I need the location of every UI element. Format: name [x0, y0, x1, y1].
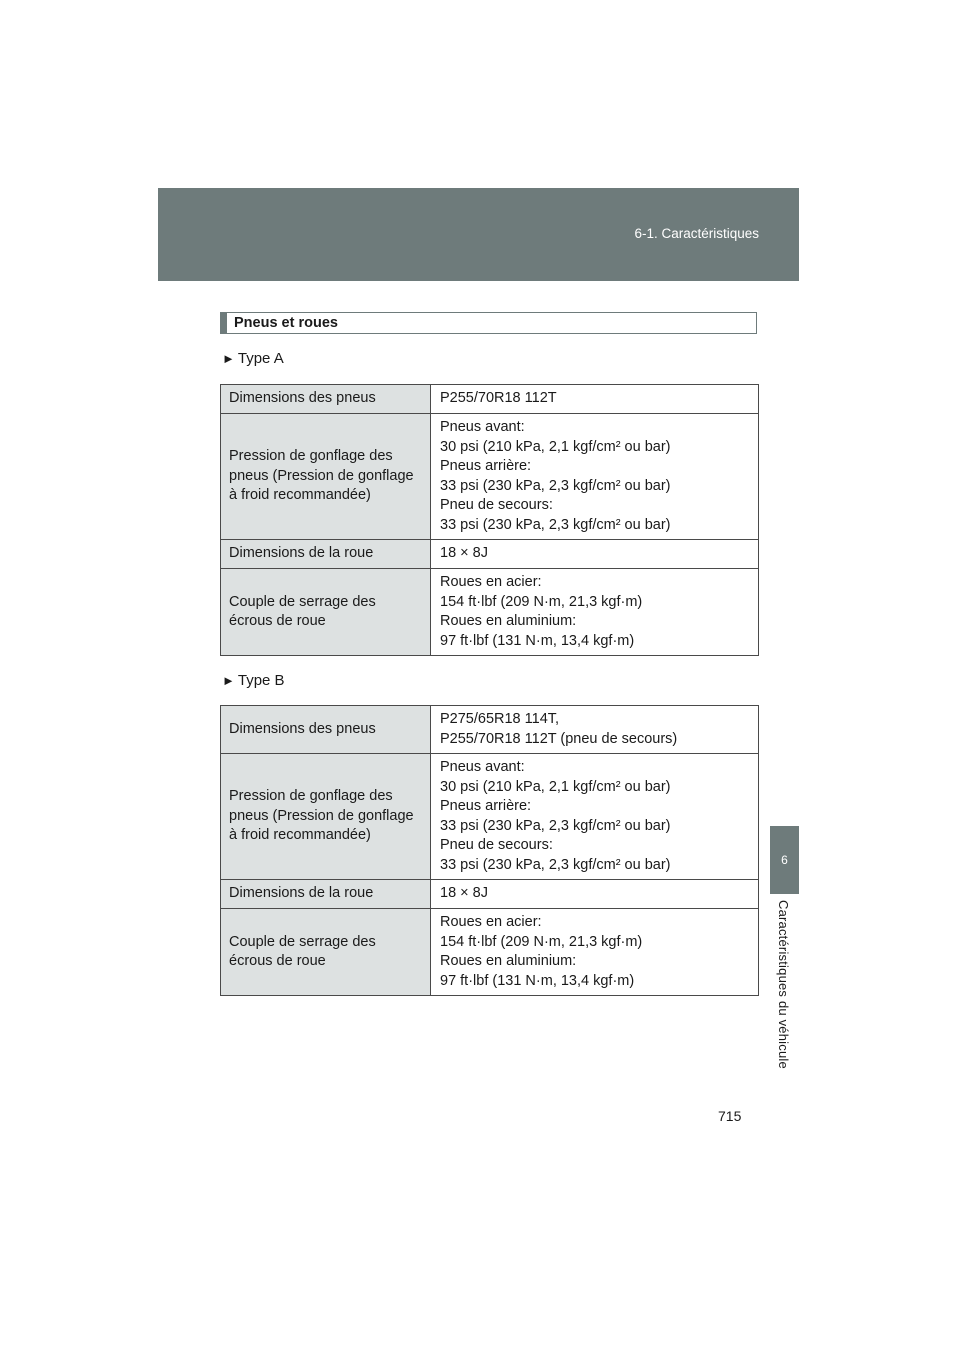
section-heading [220, 312, 757, 334]
table-row [221, 414, 759, 540]
type-b-spec-table [220, 705, 759, 996]
chapter-tab-number: 6 [781, 853, 788, 867]
spec-label: Dimensions des pneus [221, 385, 431, 414]
spec-value: Roues en acier: 154 ft·lbf (209 N·m, 21,3 kgf·m) Roues en aluminium: 97 ft·lbf (131 N·m, 13,4 kgf·m) [431, 909, 759, 996]
spec-label: Couple de serrage des écrous de roue [221, 569, 431, 656]
triangle-bullet-icon: ► [222, 351, 235, 366]
spec-value: Pneus avant: 30 psi (210 kPa, 2,1 kgf/cm² ou bar) Pneus arrière: 33 psi (230 kPa, 2,3 kgf/cm² ou bar) Pneu de secours: 33 psi (230 kPa, 2,3 kgf/cm² ou bar) [431, 414, 759, 540]
table-row [221, 385, 759, 414]
table-row [221, 909, 759, 996]
spec-label: Couple de serrage des écrous de roue [221, 909, 431, 996]
type-a-spec-table [220, 384, 759, 656]
chapter-title: 6-1. Caractéristiques [634, 226, 759, 241]
section-title: Pneus et roues [234, 315, 338, 331]
chapter-side-label: Caractéristiques du véhicule [776, 900, 791, 1069]
spec-label: Pression de gonflage des pneus (Pression de gonflage à froid recommandée) [221, 414, 431, 540]
spec-value: Roues en acier: 154 ft·lbf (209 N·m, 21,3 kgf·m) Roues en aluminium: 97 ft·lbf (131 N·m, 13,4 kgf·m) [431, 569, 759, 656]
spec-label: Dimensions de la roue [221, 880, 431, 909]
triangle-bullet-icon: ► [222, 673, 235, 688]
table-row [221, 569, 759, 656]
spec-label: Dimensions des pneus [221, 706, 431, 754]
spec-value: P255/70R18 112T [431, 385, 759, 414]
table-row [221, 754, 759, 880]
spec-value: P275/65R18 114T, P255/70R18 112T (pneu de secours) [431, 706, 759, 754]
chapter-header [158, 188, 799, 281]
type-b-label: ► Type B [222, 672, 285, 689]
spec-value: 18 × 8J [431, 540, 759, 569]
type-a-label: ► Type A [222, 350, 284, 367]
spec-label: Pression de gonflage des pneus (Pression de gonflage à froid recommandée) [221, 754, 431, 880]
table-row [221, 880, 759, 909]
spec-label: Dimensions de la roue [221, 540, 431, 569]
spec-value: 18 × 8J [431, 880, 759, 909]
spec-value: Pneus avant: 30 psi (210 kPa, 2,1 kgf/cm² ou bar) Pneus arrière: 33 psi (230 kPa, 2,3 kgf/cm² ou bar) Pneu de secours: 33 psi (230 kPa, 2,3 kgf/cm² ou bar) [431, 754, 759, 880]
chapter-tab [770, 826, 799, 894]
section-heading-bar [221, 313, 227, 333]
table-row [221, 540, 759, 569]
table-row [221, 706, 759, 754]
page-number: 715 [718, 1108, 742, 1124]
